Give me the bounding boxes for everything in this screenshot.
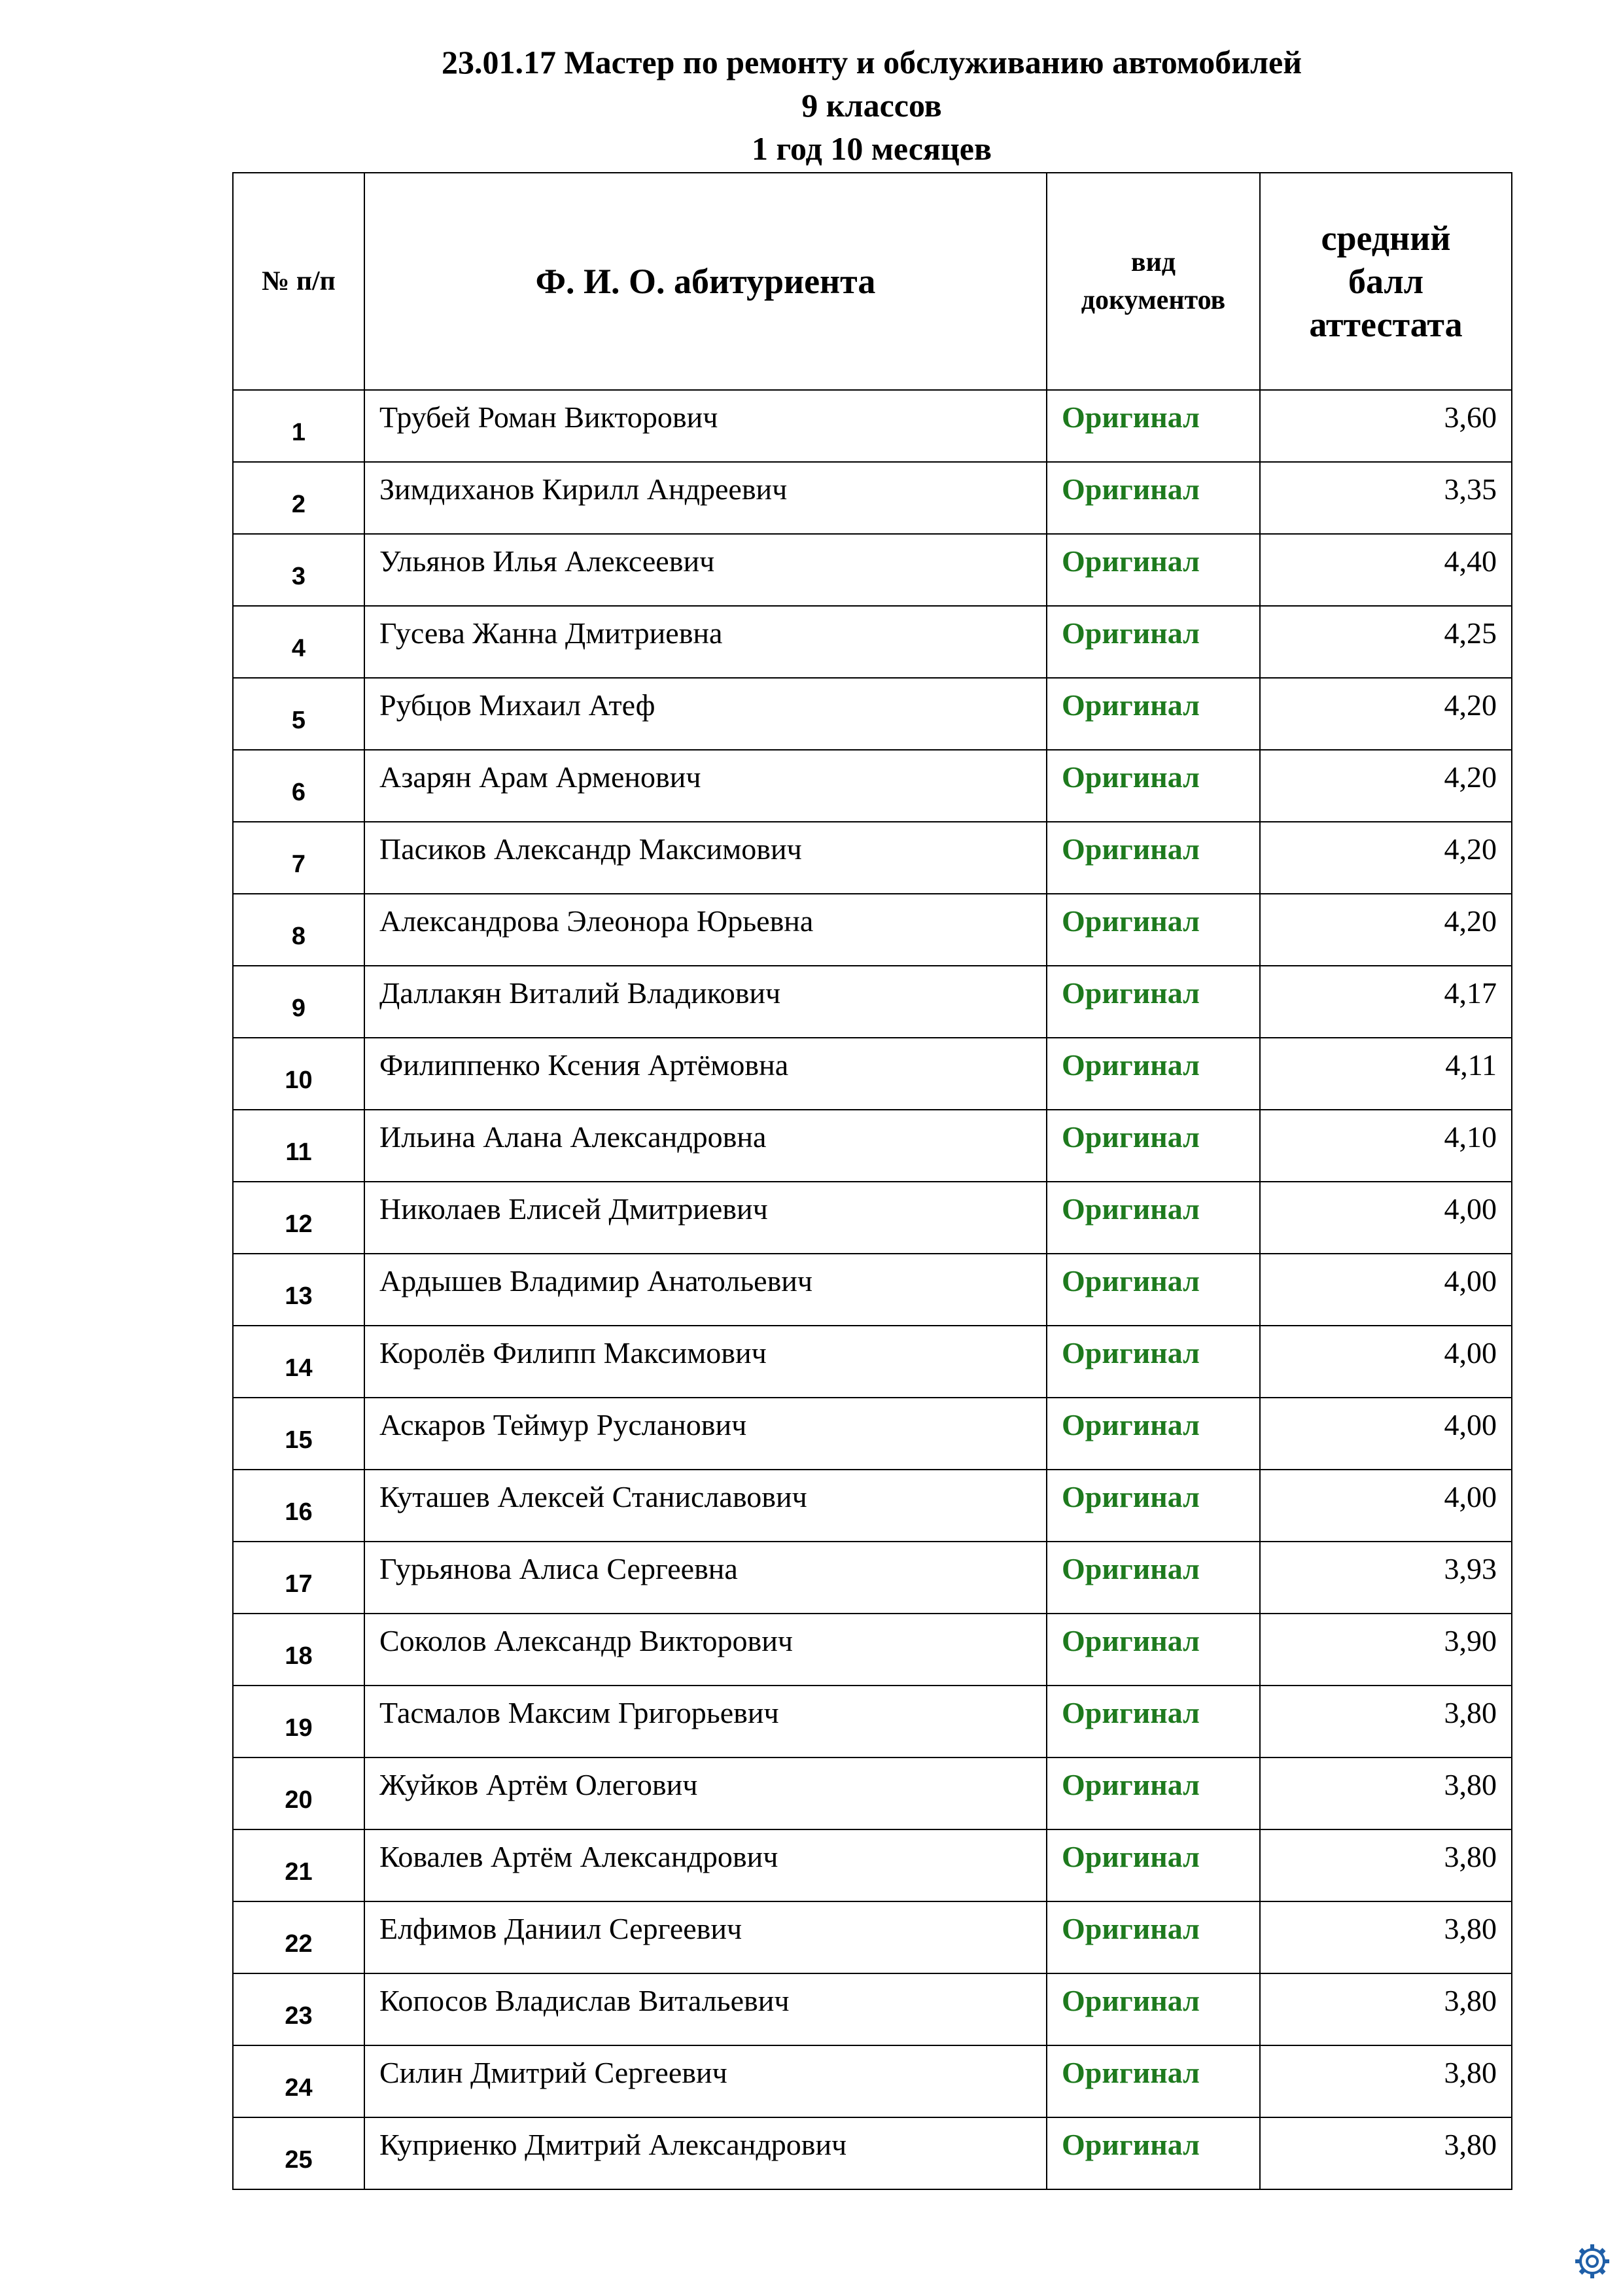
row-number: 16 xyxy=(233,1470,364,1542)
row-number: 19 xyxy=(233,1686,364,1757)
document-type: Оригинал xyxy=(1047,1038,1260,1110)
document-type: Оригинал xyxy=(1047,1686,1260,1757)
page-title xyxy=(232,41,1511,170)
document-type: Оригинал xyxy=(1047,1901,1260,1973)
table-row xyxy=(233,1470,1512,1542)
average-score: 4,11 xyxy=(1260,1038,1512,1110)
applicant-name: Ульянов Илья Алексеевич xyxy=(364,534,1047,606)
row-number: 11 xyxy=(233,1110,364,1182)
row-number: 15 xyxy=(233,1398,364,1470)
document-type: Оригинал xyxy=(1047,966,1260,1038)
average-score: 4,20 xyxy=(1260,678,1512,750)
table-row xyxy=(233,1829,1512,1901)
average-score: 3,80 xyxy=(1260,2117,1512,2189)
document-type: Оригинал xyxy=(1047,1542,1260,1614)
row-number: 6 xyxy=(233,750,364,822)
average-score: 4,25 xyxy=(1260,606,1512,678)
average-score: 4,00 xyxy=(1260,1182,1512,1254)
applicant-name: Силин Дмитрий Сергеевич xyxy=(364,2045,1047,2117)
table-row xyxy=(233,1182,1512,1254)
table-row xyxy=(233,1757,1512,1829)
row-number: 14 xyxy=(233,1326,364,1398)
applicant-name: Ильина Алана Александровна xyxy=(364,1110,1047,1182)
document-type: Оригинал xyxy=(1047,750,1260,822)
row-number: 20 xyxy=(233,1757,364,1829)
applicant-name: Елфимов Даниил Сергеевич xyxy=(364,1901,1047,1973)
applicant-name: Филиппенко Ксения Артёмовна xyxy=(364,1038,1047,1110)
document-type: Оригинал xyxy=(1047,822,1260,894)
row-number: 10 xyxy=(233,1038,364,1110)
row-number: 8 xyxy=(233,894,364,966)
applicant-name: Азарян Арам Арменович xyxy=(364,750,1047,822)
table-row xyxy=(233,462,1512,534)
header-document-type-line1: вид xyxy=(1130,247,1176,277)
applicant-name: Гусева Жанна Дмитриевна xyxy=(364,606,1047,678)
applicant-name: Королёв Филипп Максимович xyxy=(364,1326,1047,1398)
header-full-name: Ф. И. О. абитуриента xyxy=(364,173,1047,390)
average-score: 3,60 xyxy=(1260,390,1512,462)
row-number: 21 xyxy=(233,1829,364,1901)
document-type: Оригинал xyxy=(1047,390,1260,462)
header-average-score-line3: аттестата xyxy=(1309,305,1463,344)
table-row xyxy=(233,1542,1512,1614)
average-score: 4,40 xyxy=(1260,534,1512,606)
document-type: Оригинал xyxy=(1047,1757,1260,1829)
document-type: Оригинал xyxy=(1047,1326,1260,1398)
average-score: 4,20 xyxy=(1260,822,1512,894)
title-line-grade: 9 классов xyxy=(801,87,942,124)
average-score: 3,80 xyxy=(1260,1829,1512,1901)
applicant-name: Рубцов Михаил Атеф xyxy=(364,678,1047,750)
row-number: 4 xyxy=(233,606,364,678)
applicant-name: Ардышев Владимир Анатольевич xyxy=(364,1254,1047,1326)
average-score: 3,35 xyxy=(1260,462,1512,534)
applicant-name: Аскаров Теймур Русланович xyxy=(364,1398,1047,1470)
header-average-score-line2: балл xyxy=(1348,262,1424,301)
table-row xyxy=(233,2117,1512,2189)
applicant-name: Александрова Элеонора Юрьевна xyxy=(364,894,1047,966)
table-row xyxy=(233,678,1512,750)
table-row xyxy=(233,894,1512,966)
row-number: 3 xyxy=(233,534,364,606)
header-number: № п/п xyxy=(233,173,364,390)
table-row xyxy=(233,966,1512,1038)
document-type: Оригинал xyxy=(1047,606,1260,678)
table-row xyxy=(233,750,1512,822)
average-score: 3,93 xyxy=(1260,1542,1512,1614)
average-score: 3,80 xyxy=(1260,1901,1512,1973)
average-score: 3,80 xyxy=(1260,2045,1512,2117)
applicants-table xyxy=(232,172,1512,2190)
document-type: Оригинал xyxy=(1047,2045,1260,2117)
document-type: Оригинал xyxy=(1047,1973,1260,2045)
header-average-score-line1: средний xyxy=(1321,219,1451,258)
document-type: Оригинал xyxy=(1047,1470,1260,1542)
document-type: Оригинал xyxy=(1047,1182,1260,1254)
table-row xyxy=(233,1973,1512,2045)
table-row xyxy=(233,1686,1512,1757)
average-score: 3,80 xyxy=(1260,1973,1512,2045)
document-type: Оригинал xyxy=(1047,1614,1260,1686)
row-number: 12 xyxy=(233,1182,364,1254)
table-row xyxy=(233,1254,1512,1326)
applicant-name: Гурьянова Алиса Сергеевна xyxy=(364,1542,1047,1614)
applicant-name: Тасмалов Максим Григорьевич xyxy=(364,1686,1047,1757)
row-number: 2 xyxy=(233,462,364,534)
applicant-name: Ковалев Артём Александрович xyxy=(364,1829,1047,1901)
document-type: Оригинал xyxy=(1047,1398,1260,1470)
row-number: 7 xyxy=(233,822,364,894)
table-header-row xyxy=(233,173,1512,390)
title-line-specialty: 23.01.17 Мастер по ремонту и обслуживанию автомобилей xyxy=(441,44,1302,80)
applicant-name: Николаев Елисей Дмитриевич xyxy=(364,1182,1047,1254)
row-number: 5 xyxy=(233,678,364,750)
average-score: 4,00 xyxy=(1260,1254,1512,1326)
average-score: 4,00 xyxy=(1260,1398,1512,1470)
row-number: 9 xyxy=(233,966,364,1038)
applicant-name: Куприенко Дмитрий Александрович xyxy=(364,2117,1047,2189)
document-type: Оригинал xyxy=(1047,462,1260,534)
applicant-name: Соколов Александр Викторович xyxy=(364,1614,1047,1686)
document-type: Оригинал xyxy=(1047,894,1260,966)
average-score: 4,00 xyxy=(1260,1470,1512,1542)
row-number: 25 xyxy=(233,2117,364,2189)
applicant-name: Копосов Владислав Витальевич xyxy=(364,1973,1047,2045)
table-row xyxy=(233,1110,1512,1182)
document-type: Оригинал xyxy=(1047,1110,1260,1182)
table-row xyxy=(233,1038,1512,1110)
table-row xyxy=(233,1614,1512,1686)
table-row xyxy=(233,1326,1512,1398)
average-score: 4,20 xyxy=(1260,894,1512,966)
gear-logo-icon xyxy=(1574,2243,1611,2280)
table-row xyxy=(233,390,1512,462)
header-document-type-line2: документов xyxy=(1081,285,1226,315)
average-score: 4,10 xyxy=(1260,1110,1512,1182)
average-score: 3,80 xyxy=(1260,1757,1512,1829)
applicant-name: Даллакян Виталий Владикович xyxy=(364,966,1047,1038)
title-line-duration: 1 год 10 месяцев xyxy=(752,130,992,167)
table-row xyxy=(233,1901,1512,1973)
row-number: 22 xyxy=(233,1901,364,1973)
average-score: 4,20 xyxy=(1260,750,1512,822)
table-row xyxy=(233,822,1512,894)
table-row xyxy=(233,534,1512,606)
header-document-type xyxy=(1047,173,1260,390)
average-score: 4,00 xyxy=(1260,1326,1512,1398)
document-type: Оригинал xyxy=(1047,534,1260,606)
applicant-name: Пасиков Александр Максимович xyxy=(364,822,1047,894)
header-average-score xyxy=(1260,173,1512,390)
table-row xyxy=(233,606,1512,678)
row-number: 1 xyxy=(233,390,364,462)
applicant-name: Зимдиханов Кирилл Андреевич xyxy=(364,462,1047,534)
table-row xyxy=(233,1398,1512,1470)
document-type: Оригинал xyxy=(1047,1829,1260,1901)
table-row xyxy=(233,2045,1512,2117)
document-type: Оригинал xyxy=(1047,1254,1260,1326)
row-number: 17 xyxy=(233,1542,364,1614)
average-score: 3,80 xyxy=(1260,1686,1512,1757)
row-number: 18 xyxy=(233,1614,364,1686)
applicant-name: Трубей Роман Викторович xyxy=(364,390,1047,462)
row-number: 23 xyxy=(233,1973,364,2045)
average-score: 3,90 xyxy=(1260,1614,1512,1686)
applicant-name: Жуйков Артём Олегович xyxy=(364,1757,1047,1829)
row-number: 24 xyxy=(233,2045,364,2117)
average-score: 4,17 xyxy=(1260,966,1512,1038)
document-type: Оригинал xyxy=(1047,678,1260,750)
row-number: 13 xyxy=(233,1254,364,1326)
applicant-name: Куташев Алексей Станиславович xyxy=(364,1470,1047,1542)
document-type: Оригинал xyxy=(1047,2117,1260,2189)
